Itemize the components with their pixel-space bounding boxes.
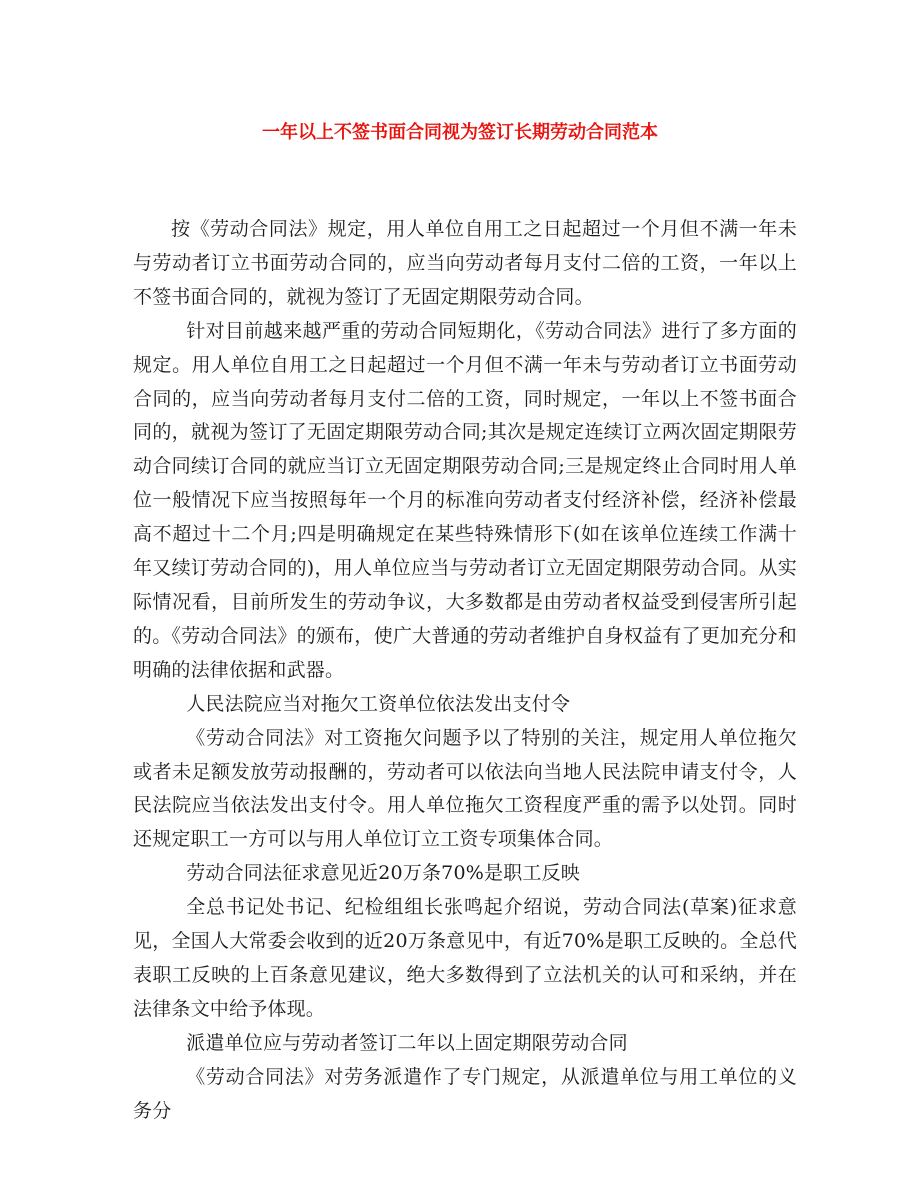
section-heading-public-opinion: 劳动合同法征求意见近20万条70%是职工反映 (186, 862, 580, 885)
document-body (133, 213, 797, 1128)
paragraph-dispatch: 《劳动合同法》对劳务派遣作了专门规定，从派遣单位与用工单位的义务分 (133, 1065, 797, 1122)
section-heading-dispatch: 派遣单位应与劳动者签订二年以上固定期限劳动合同 (186, 1031, 628, 1054)
paragraph-overview: 针对目前越来越严重的劳动合同短期化，《劳动合同法》进行了多方面的规定。用人单位自用工之日起超过一个月但不满一年未与劳动者订立书面劳动合同的，应当向劳动者每月支付二倍的工资，同时规定，一年以上不签书面合同的，就视为签订了无固定期限劳动合同;其次是规定连续订立两次固定期限劳动合同续订合同的就应当订立无固定期限劳动合同;三是规定终止合同时用人单位一般情况下应当按照每年一个月的标准向劳动者支付经济补偿，经济补偿最高不超过十二个月;四是明确规定在某些特殊情形下(如在该单位连续工作满十年又续订劳动合同的)，用人单位应当与劳动者订立无固定期限劳动合同。从实际情况看，目前所发生的劳动争议，大多数都是由劳动者权益受到侵害所引起的。《劳动合同法》的颁布，使广大普通的劳动者维护自身权益有了更加充分和明确的法律依据和武器。 (133, 319, 797, 681)
document-title: 一年以上不签书面合同视为签订长期劳动合同范本 (262, 122, 658, 143)
section-heading-payment-order: 人民法院应当对拖欠工资单位依法发出支付令 (186, 692, 571, 715)
paragraph-public-opinion: 全总书记处书记、纪检组组长张鸣起介绍说，劳动合同法(草案)征求意见，全国人大常委会收到的近20万条意见中，有近70%是职工反映的。全总代表职工反映的上百条意见建议，绝大多数得到了立法机关的认可和采纳，并在法律条文中给予体现。 (133, 896, 797, 1020)
paragraph-wage-arrears: 《劳动合同法》对工资拖欠问题予以了特别的关注，规定用人单位拖欠或者未足额发放劳动报酬的，劳动者可以依法向当地人民法院申请支付令，人民法院应当依法发出支付令。用人单位拖欠工资程度严重的需予以处罚。同时还规定职工一方可以与用人单位订立工资专项集体合同。 (133, 726, 797, 851)
paragraph-intro: 按《劳动合同法》规定，用人单位自用工之日起超过一个月但不满一年未与劳动者订立书面劳动合同的，应当向劳动者每月支付二倍的工资，一年以上不签书面合同的，就视为签订了无固定期限劳动合同。 (133, 218, 797, 308)
